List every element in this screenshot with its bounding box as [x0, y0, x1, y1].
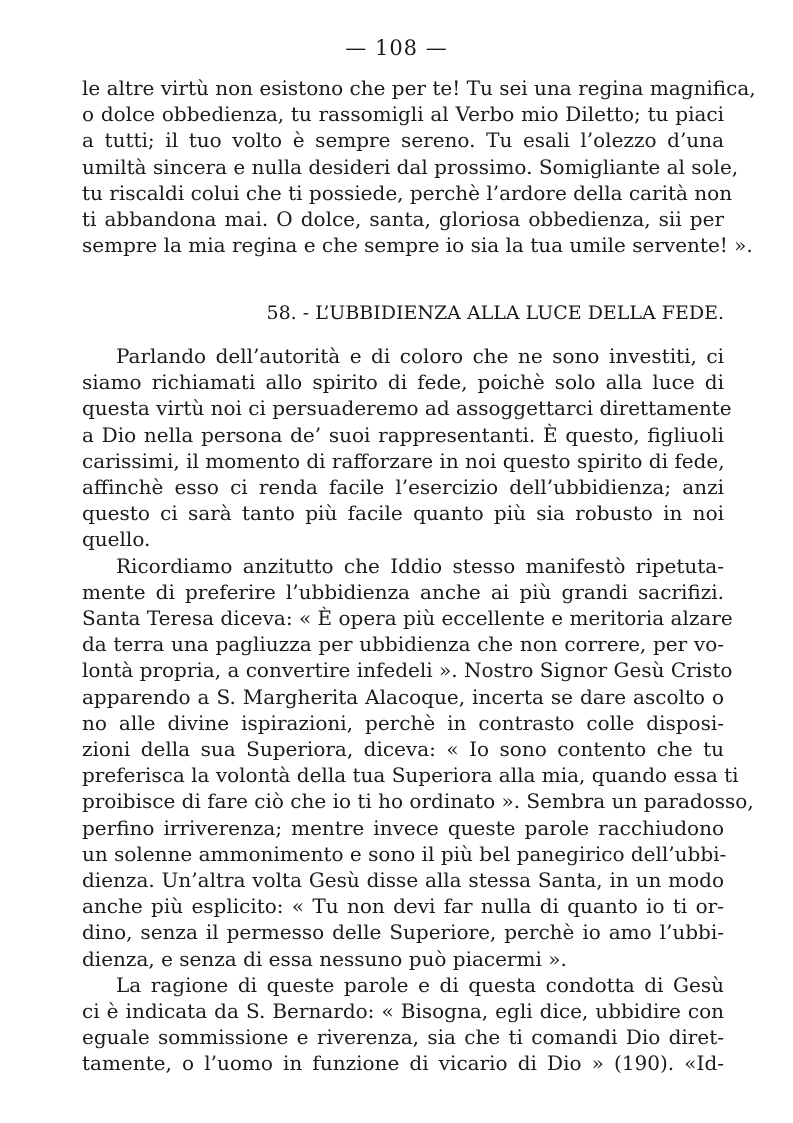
text-line: Ricordiamo anzitutto che Iddio stesso manifestò ripetuta- — [116, 553, 724, 578]
text-line: anche più esplicito: « Tu non devi far nulla di quanto io ti or- — [82, 894, 724, 919]
text-line: Parlando dell’autorità e di coloro che ne sono investiti, ci — [116, 344, 724, 368]
text-line: le altre virtù non esistono che per te! Tu sei una regina magnifica, — [82, 76, 756, 100]
text-line: quello. — [82, 527, 151, 552]
text-line: carissimi, il momento di rafforzare in noi questo spirito di fede, — [82, 448, 725, 473]
text-line: questa virtù noi ci persuaderemo ad assoggettarci direttamente — [82, 396, 732, 421]
text-line: eguale sommissione e riverenza, sia che ti comandi Dio diret- — [82, 1025, 724, 1050]
text-line: affinchè esso ci renda facile l’esercizio dell’ubbidienza; anzi — [82, 475, 724, 500]
text-line: mente di preferire l’ubbidienza anche ai più grandi sacrifizi. — [82, 579, 724, 604]
text-line: a Dio nella persona de’ suoi rappresentanti. È questo, figliuoli — [82, 422, 724, 447]
section-body — [82, 343, 754, 1077]
text-line: Santa Teresa diceva: « È opera più eccellente e meritoria alzare — [82, 606, 733, 631]
text-line: questo ci sarà tanto più facile quanto più sia robusto in noi — [82, 501, 724, 526]
text-line: da terra una pagliuzza per ubbidienza che non correre, per vo- — [82, 632, 724, 657]
text-line: apparendo a S. Margherita Alacoque, incerta se dare ascolto o — [82, 684, 724, 709]
text-line: La ragione di queste parole e di questa condotta di Gesù — [116, 972, 724, 997]
text-line: o dolce obbedienza, tu rassomigli al Verbo mio Diletto; tu piaci — [82, 102, 724, 127]
text-line: a tutti; il tuo volto è sempre sereno. Tu esali l’olezzo d’una — [82, 128, 724, 153]
text-line: perfino irriverenza; mentre invece queste parole racchiudono — [82, 815, 724, 840]
text-line: dienza, e senza di essa nessuno può piacermi ». — [82, 946, 567, 971]
text-line: un solenne ammonimento e sono il più bel panegirico dell’ubbi- — [82, 841, 727, 866]
text-line: tu riscaldi colui che ti possiede, perchè l’ardore della carità non — [82, 180, 733, 205]
text-line: preferisca la volontà della tua Superiora alla mia, quando essa ti — [82, 763, 739, 788]
text-line: siamo richiamati allo spirito di fede, poichè solo alla luce di — [82, 370, 724, 395]
paragraph-continuation — [82, 75, 756, 258]
text-line: lontà propria, a convertire infedeli ». Nostro Signor Gesù Cristo — [82, 658, 733, 683]
text-line: tamente, o l’uomo in funzione di vicario di Dio » (190). «Id- — [82, 1051, 724, 1076]
section-heading: 58. - L’UBBIDIENZA ALLA LUCE DELLA FEDE. — [266, 302, 724, 324]
text-line: zioni della sua Superiora, diceva: « Io sono contento che tu — [82, 737, 724, 762]
text-line: no alle divine ispirazioni, perchè in contrasto colle disposi- — [82, 710, 724, 735]
text-line: proibisce di fare ciò che io ti ho ordinato ». Sembra un paradosso, — [82, 789, 754, 814]
text-line: ti abbandona mai. O dolce, santa, gloriosa obbedienza, sii per — [82, 207, 724, 232]
text-line: ci è indicata da S. Bernardo: « Bisogna, egli dice, ubbidire con — [82, 999, 724, 1024]
page-number: — 108 — — [345, 36, 448, 60]
text-line: dienza. Un’altra volta Gesù disse alla stessa Santa, in un modo — [82, 868, 724, 893]
text-line: sempre la mia regina e che sempre io sia la tua umile servente! ». — [82, 233, 753, 258]
text-line: dino, senza il permesso delle Superiore, perchè io amo l’ubbi- — [82, 920, 724, 945]
text-line: umiltà sincera e nulla desideri dal prossimo. Somigliante al sole, — [82, 154, 739, 179]
